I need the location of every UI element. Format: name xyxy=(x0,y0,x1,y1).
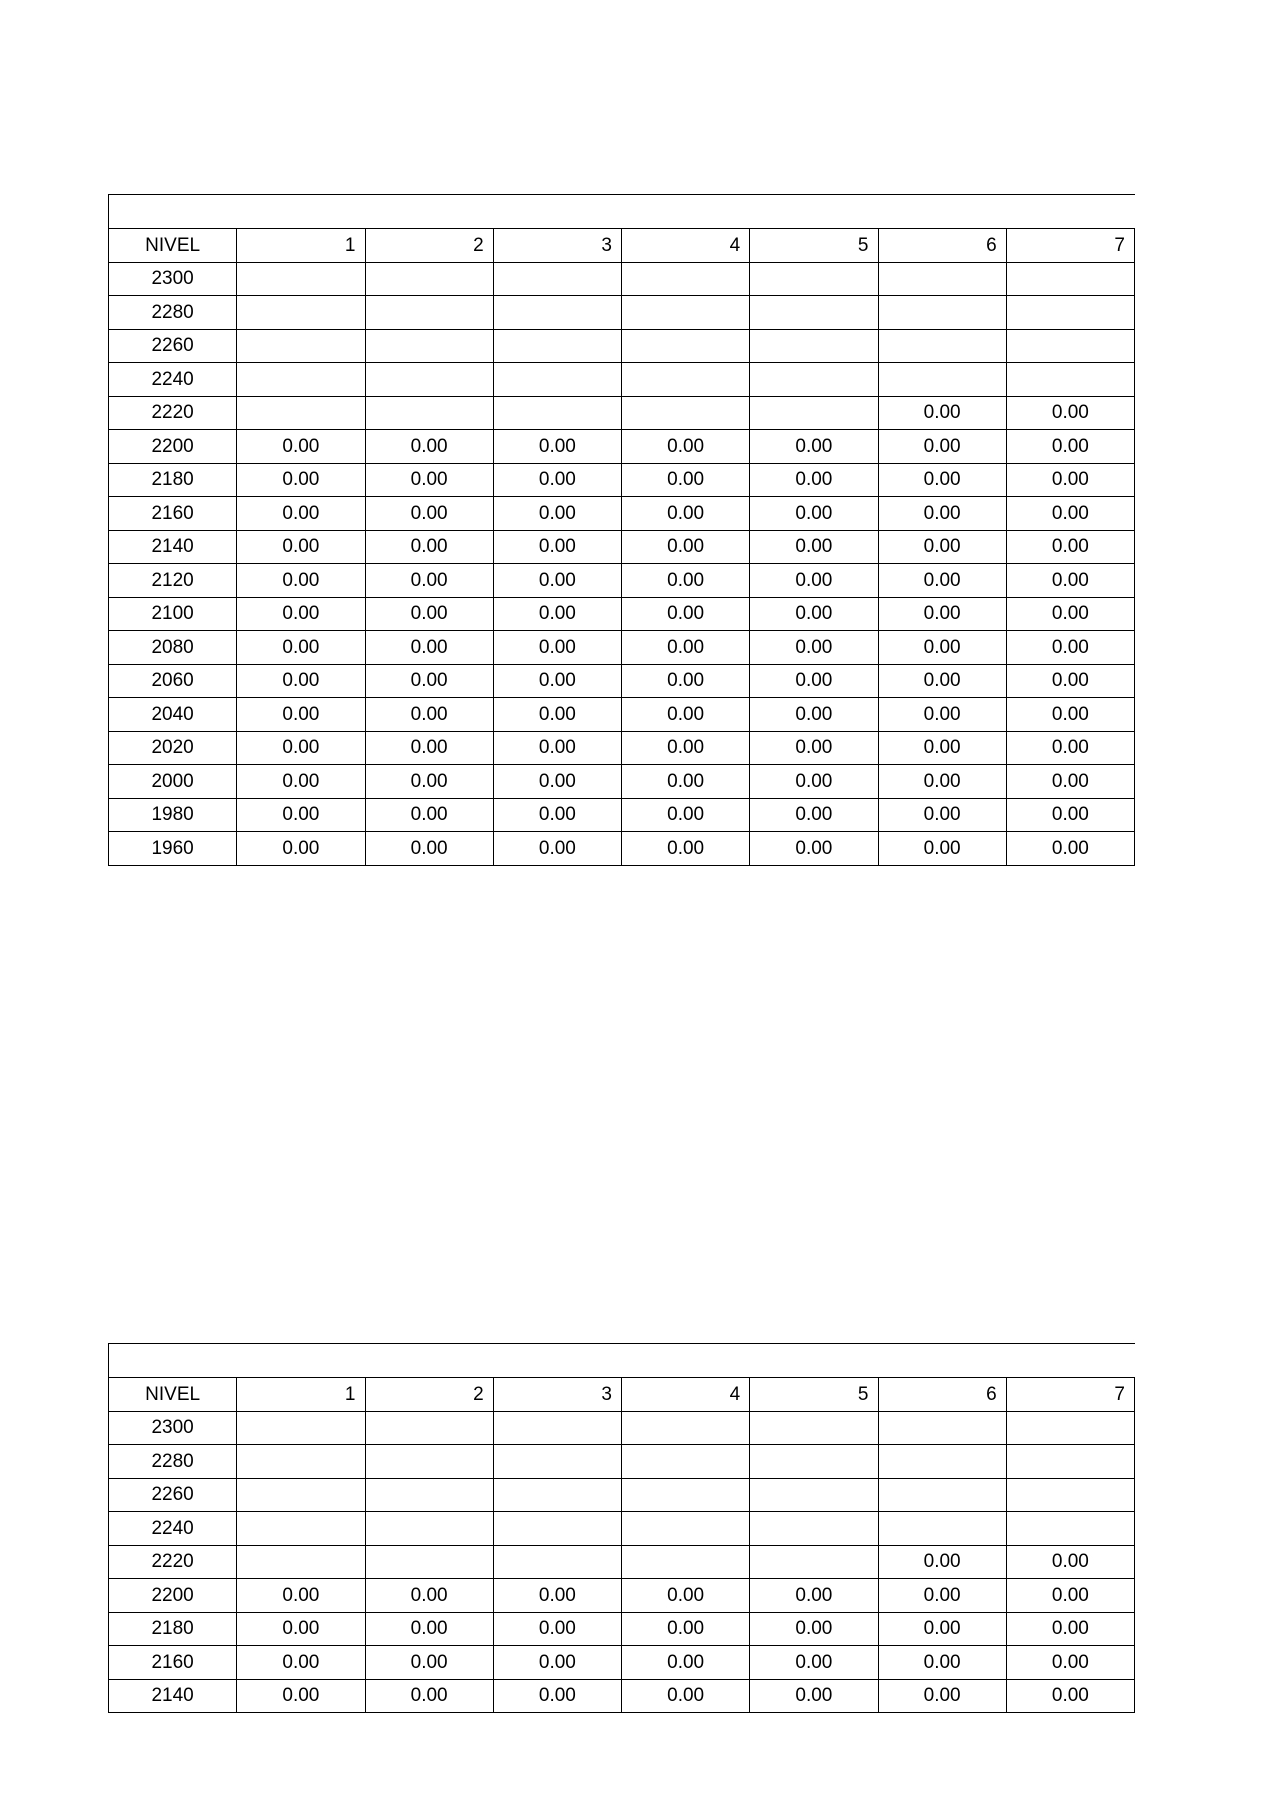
row-value-cell xyxy=(878,1445,1006,1479)
table-1-body xyxy=(109,195,1135,866)
table-row xyxy=(109,296,1135,330)
row-value-cell: 0.00 xyxy=(365,1679,493,1713)
row-value-cell: 0.00 xyxy=(750,463,878,497)
header-col-3: 3 xyxy=(493,229,621,263)
row-value-cell: 0.00 xyxy=(365,530,493,564)
row-level-cell: 2080 xyxy=(109,631,237,665)
row-value-cell xyxy=(237,262,365,296)
row-value-cell xyxy=(1006,1478,1134,1512)
row-value-cell: 0.00 xyxy=(237,1579,365,1613)
row-value-cell xyxy=(750,1478,878,1512)
row-value-cell xyxy=(1006,1512,1134,1546)
row-value-cell: 0.00 xyxy=(750,698,878,732)
table-row xyxy=(109,497,1135,531)
table-row xyxy=(109,564,1135,598)
row-value-cell xyxy=(365,296,493,330)
row-value-cell: 0.00 xyxy=(1006,1612,1134,1646)
row-value-cell xyxy=(493,363,621,397)
header-col-7: 7 xyxy=(1006,1378,1134,1412)
row-value-cell: 0.00 xyxy=(493,832,621,866)
row-value-cell: 0.00 xyxy=(1006,497,1134,531)
level-table-2 xyxy=(108,1343,1135,1713)
table-row xyxy=(109,1579,1135,1613)
row-value-cell: 0.00 xyxy=(750,832,878,866)
row-value-cell xyxy=(237,329,365,363)
row-value-cell: 0.00 xyxy=(1006,1646,1134,1680)
row-value-cell: 0.00 xyxy=(1006,1545,1134,1579)
row-value-cell: 0.00 xyxy=(237,664,365,698)
table-title xyxy=(109,195,1135,229)
header-col-2: 2 xyxy=(365,1378,493,1412)
row-value-cell xyxy=(750,262,878,296)
row-value-cell: 0.00 xyxy=(1006,631,1134,665)
row-value-cell: 0.00 xyxy=(878,1545,1006,1579)
row-value-cell xyxy=(237,1411,365,1445)
row-level-cell: 2000 xyxy=(109,765,237,799)
row-value-cell: 0.00 xyxy=(750,631,878,665)
row-value-cell: 0.00 xyxy=(365,832,493,866)
table-row xyxy=(109,329,1135,363)
header-col-3: 3 xyxy=(493,1378,621,1412)
row-level-cell: 2200 xyxy=(109,430,237,464)
row-value-cell xyxy=(237,363,365,397)
row-value-cell xyxy=(237,1478,365,1512)
table-row xyxy=(109,1545,1135,1579)
row-value-cell: 0.00 xyxy=(1006,564,1134,598)
row-level-cell: 2180 xyxy=(109,463,237,497)
row-value-cell xyxy=(750,396,878,430)
row-value-cell xyxy=(493,296,621,330)
row-level-cell: 2140 xyxy=(109,1679,237,1713)
row-value-cell: 0.00 xyxy=(1006,664,1134,698)
row-value-cell xyxy=(237,296,365,330)
row-value-cell: 0.00 xyxy=(878,1679,1006,1713)
row-value-cell: 0.00 xyxy=(365,1612,493,1646)
table-row xyxy=(109,262,1135,296)
row-value-cell: 0.00 xyxy=(750,731,878,765)
row-value-cell xyxy=(622,1445,750,1479)
row-value-cell: 0.00 xyxy=(493,798,621,832)
row-level-cell: 2180 xyxy=(109,1612,237,1646)
row-value-cell: 0.00 xyxy=(750,1679,878,1713)
row-level-cell: 2120 xyxy=(109,564,237,598)
row-value-cell xyxy=(878,296,1006,330)
header-col-1: 1 xyxy=(237,1378,365,1412)
row-value-cell xyxy=(878,262,1006,296)
row-value-cell xyxy=(622,363,750,397)
table-row xyxy=(109,1411,1135,1445)
row-level-cell: 2300 xyxy=(109,262,237,296)
row-value-cell xyxy=(493,329,621,363)
row-value-cell: 0.00 xyxy=(750,1646,878,1680)
row-value-cell: 0.00 xyxy=(493,430,621,464)
table-row xyxy=(109,832,1135,866)
row-value-cell: 0.00 xyxy=(622,597,750,631)
row-value-cell: 0.00 xyxy=(493,1679,621,1713)
table-row xyxy=(109,463,1135,497)
row-value-cell: 0.00 xyxy=(878,597,1006,631)
row-value-cell: 0.00 xyxy=(878,731,1006,765)
row-value-cell: 0.00 xyxy=(750,765,878,799)
row-value-cell xyxy=(365,262,493,296)
row-value-cell: 0.00 xyxy=(750,497,878,531)
row-value-cell: 0.00 xyxy=(622,1612,750,1646)
table-row xyxy=(109,631,1135,665)
row-value-cell xyxy=(878,363,1006,397)
row-value-cell: 0.00 xyxy=(878,463,1006,497)
row-value-cell xyxy=(750,1512,878,1546)
row-value-cell: 0.00 xyxy=(1006,765,1134,799)
row-value-cell xyxy=(493,1512,621,1546)
row-value-cell xyxy=(365,1411,493,1445)
row-value-cell xyxy=(237,1512,365,1546)
row-value-cell xyxy=(365,1478,493,1512)
row-value-cell: 0.00 xyxy=(622,430,750,464)
row-level-cell: 1960 xyxy=(109,832,237,866)
row-value-cell xyxy=(750,296,878,330)
row-value-cell xyxy=(493,262,621,296)
row-value-cell: 0.00 xyxy=(878,530,1006,564)
row-value-cell xyxy=(622,1545,750,1579)
row-value-cell xyxy=(1006,1445,1134,1479)
row-value-cell xyxy=(493,1478,621,1512)
row-value-cell: 0.00 xyxy=(878,631,1006,665)
row-value-cell: 0.00 xyxy=(622,497,750,531)
row-value-cell: 0.00 xyxy=(237,497,365,531)
row-value-cell xyxy=(365,329,493,363)
row-value-cell: 0.00 xyxy=(1006,396,1134,430)
row-value-cell: 0.00 xyxy=(878,1646,1006,1680)
row-value-cell: 0.00 xyxy=(622,1579,750,1613)
row-value-cell xyxy=(1006,363,1134,397)
table-row xyxy=(109,1679,1135,1713)
row-value-cell xyxy=(622,329,750,363)
row-value-cell xyxy=(365,396,493,430)
level-table-1 xyxy=(108,194,1135,866)
row-value-cell: 0.00 xyxy=(365,798,493,832)
table-title xyxy=(109,1344,1135,1378)
row-value-cell xyxy=(622,1478,750,1512)
header-col-4: 4 xyxy=(622,1378,750,1412)
row-value-cell: 0.00 xyxy=(878,798,1006,832)
row-value-cell: 0.00 xyxy=(365,664,493,698)
row-value-cell: 0.00 xyxy=(622,463,750,497)
row-level-cell: 2280 xyxy=(109,1445,237,1479)
row-value-cell: 0.00 xyxy=(365,1579,493,1613)
table-row xyxy=(109,1646,1135,1680)
row-value-cell: 0.00 xyxy=(493,463,621,497)
row-value-cell: 0.00 xyxy=(878,564,1006,598)
row-value-cell: 0.00 xyxy=(750,798,878,832)
row-value-cell: 0.00 xyxy=(493,597,621,631)
header-col-7: 7 xyxy=(1006,229,1134,263)
row-value-cell: 0.00 xyxy=(237,463,365,497)
row-value-cell: 0.00 xyxy=(622,631,750,665)
row-value-cell xyxy=(237,1445,365,1479)
row-value-cell: 0.00 xyxy=(365,731,493,765)
row-value-cell: 0.00 xyxy=(365,430,493,464)
header-nivel: NIVEL xyxy=(109,1378,237,1412)
row-value-cell: 0.00 xyxy=(1006,698,1134,732)
row-value-cell: 0.00 xyxy=(237,430,365,464)
row-level-cell: 2160 xyxy=(109,497,237,531)
row-level-cell: 2260 xyxy=(109,329,237,363)
row-value-cell: 0.00 xyxy=(493,1579,621,1613)
row-value-cell: 0.00 xyxy=(622,698,750,732)
row-value-cell: 0.00 xyxy=(750,1612,878,1646)
table-row xyxy=(109,1478,1135,1512)
row-value-cell: 0.00 xyxy=(237,564,365,598)
row-value-cell: 0.00 xyxy=(1006,597,1134,631)
row-level-cell: 2300 xyxy=(109,1411,237,1445)
header-col-6: 6 xyxy=(878,1378,1006,1412)
row-value-cell: 0.00 xyxy=(622,765,750,799)
row-value-cell: 0.00 xyxy=(1006,731,1134,765)
row-level-cell: 2020 xyxy=(109,731,237,765)
row-value-cell: 0.00 xyxy=(1006,798,1134,832)
table-row xyxy=(109,597,1135,631)
row-value-cell: 0.00 xyxy=(365,463,493,497)
row-level-cell: 2280 xyxy=(109,296,237,330)
row-value-cell: 0.00 xyxy=(750,430,878,464)
row-value-cell: 0.00 xyxy=(622,798,750,832)
row-value-cell: 0.00 xyxy=(622,1646,750,1680)
row-level-cell: 2200 xyxy=(109,1579,237,1613)
row-value-cell: 0.00 xyxy=(1006,430,1134,464)
row-value-cell xyxy=(622,396,750,430)
row-value-cell: 0.00 xyxy=(622,564,750,598)
row-value-cell xyxy=(750,1545,878,1579)
table-header-row xyxy=(109,1378,1135,1412)
row-level-cell: 2040 xyxy=(109,698,237,732)
row-value-cell: 0.00 xyxy=(237,765,365,799)
table-title-row xyxy=(109,1344,1135,1378)
table-row xyxy=(109,765,1135,799)
row-value-cell: 0.00 xyxy=(878,1612,1006,1646)
row-value-cell: 0.00 xyxy=(493,731,621,765)
row-value-cell: 0.00 xyxy=(878,1579,1006,1613)
row-level-cell: 2140 xyxy=(109,530,237,564)
row-value-cell: 0.00 xyxy=(237,731,365,765)
row-value-cell: 0.00 xyxy=(878,497,1006,531)
table-row xyxy=(109,430,1135,464)
row-level-cell: 2220 xyxy=(109,396,237,430)
row-value-cell: 0.00 xyxy=(237,698,365,732)
row-value-cell xyxy=(750,363,878,397)
row-value-cell: 0.00 xyxy=(493,631,621,665)
row-level-cell: 2220 xyxy=(109,1545,237,1579)
row-value-cell: 0.00 xyxy=(878,430,1006,464)
row-level-cell: 2100 xyxy=(109,597,237,631)
row-value-cell: 0.00 xyxy=(237,530,365,564)
row-value-cell xyxy=(1006,262,1134,296)
row-value-cell: 0.00 xyxy=(493,1646,621,1680)
table-row xyxy=(109,1612,1135,1646)
row-value-cell: 0.00 xyxy=(365,765,493,799)
row-value-cell: 0.00 xyxy=(365,597,493,631)
row-value-cell xyxy=(365,363,493,397)
table-row xyxy=(109,698,1135,732)
table-row xyxy=(109,798,1135,832)
row-value-cell: 0.00 xyxy=(878,698,1006,732)
header-col-5: 5 xyxy=(750,1378,878,1412)
table-header-row xyxy=(109,229,1135,263)
row-level-cell: 2060 xyxy=(109,664,237,698)
row-value-cell xyxy=(622,262,750,296)
row-value-cell: 0.00 xyxy=(622,832,750,866)
row-value-cell xyxy=(750,1411,878,1445)
row-value-cell: 0.00 xyxy=(237,798,365,832)
row-value-cell xyxy=(1006,296,1134,330)
row-value-cell xyxy=(365,1512,493,1546)
row-value-cell: 0.00 xyxy=(750,530,878,564)
table-row xyxy=(109,530,1135,564)
row-value-cell xyxy=(622,1411,750,1445)
row-level-cell: 1980 xyxy=(109,798,237,832)
row-value-cell: 0.00 xyxy=(237,1679,365,1713)
row-level-cell: 2260 xyxy=(109,1478,237,1512)
row-value-cell xyxy=(622,1512,750,1546)
row-value-cell: 0.00 xyxy=(493,765,621,799)
row-value-cell: 0.00 xyxy=(1006,463,1134,497)
row-value-cell: 0.00 xyxy=(622,731,750,765)
row-value-cell: 0.00 xyxy=(1006,832,1134,866)
row-value-cell xyxy=(493,1411,621,1445)
header-col-2: 2 xyxy=(365,229,493,263)
row-value-cell xyxy=(1006,1411,1134,1445)
row-value-cell: 0.00 xyxy=(493,664,621,698)
row-value-cell xyxy=(237,396,365,430)
row-value-cell xyxy=(493,1545,621,1579)
table-row xyxy=(109,731,1135,765)
row-value-cell: 0.00 xyxy=(622,1679,750,1713)
row-value-cell: 0.00 xyxy=(493,497,621,531)
table-row xyxy=(109,664,1135,698)
row-value-cell xyxy=(622,296,750,330)
row-value-cell xyxy=(493,1445,621,1479)
table-row xyxy=(109,396,1135,430)
header-col-4: 4 xyxy=(622,229,750,263)
table-row xyxy=(109,1512,1135,1546)
row-value-cell: 0.00 xyxy=(237,631,365,665)
row-value-cell: 0.00 xyxy=(365,631,493,665)
row-value-cell xyxy=(878,329,1006,363)
row-value-cell: 0.00 xyxy=(1006,530,1134,564)
row-value-cell: 0.00 xyxy=(750,664,878,698)
row-value-cell: 0.00 xyxy=(750,1579,878,1613)
row-value-cell xyxy=(750,329,878,363)
row-value-cell: 0.00 xyxy=(878,832,1006,866)
header-nivel: NIVEL xyxy=(109,229,237,263)
row-value-cell xyxy=(365,1445,493,1479)
row-value-cell: 0.00 xyxy=(622,530,750,564)
row-value-cell: 0.00 xyxy=(493,1612,621,1646)
row-value-cell xyxy=(493,396,621,430)
row-value-cell: 0.00 xyxy=(237,1646,365,1680)
header-col-5: 5 xyxy=(750,229,878,263)
row-value-cell xyxy=(750,1445,878,1479)
row-level-cell: 2160 xyxy=(109,1646,237,1680)
header-col-1: 1 xyxy=(237,229,365,263)
row-value-cell: 0.00 xyxy=(622,664,750,698)
row-value-cell: 0.00 xyxy=(1006,1679,1134,1713)
row-value-cell xyxy=(1006,329,1134,363)
table-2-body xyxy=(109,1344,1135,1713)
row-value-cell xyxy=(878,1411,1006,1445)
table-row xyxy=(109,363,1135,397)
row-value-cell: 0.00 xyxy=(750,597,878,631)
row-value-cell xyxy=(878,1512,1006,1546)
row-value-cell: 0.00 xyxy=(493,564,621,598)
row-value-cell: 0.00 xyxy=(365,698,493,732)
row-value-cell: 0.00 xyxy=(493,530,621,564)
row-level-cell: 2240 xyxy=(109,363,237,397)
row-value-cell: 0.00 xyxy=(237,1612,365,1646)
row-value-cell: 0.00 xyxy=(237,832,365,866)
row-value-cell: 0.00 xyxy=(878,396,1006,430)
row-value-cell: 0.00 xyxy=(365,564,493,598)
table-row xyxy=(109,1445,1135,1479)
row-value-cell: 0.00 xyxy=(878,664,1006,698)
row-level-cell: 2240 xyxy=(109,1512,237,1546)
row-value-cell: 0.00 xyxy=(1006,1579,1134,1613)
row-value-cell xyxy=(237,1545,365,1579)
row-value-cell: 0.00 xyxy=(878,765,1006,799)
header-col-6: 6 xyxy=(878,229,1006,263)
row-value-cell xyxy=(878,1478,1006,1512)
row-value-cell xyxy=(365,1545,493,1579)
row-value-cell: 0.00 xyxy=(365,497,493,531)
row-value-cell: 0.00 xyxy=(365,1646,493,1680)
row-value-cell: 0.00 xyxy=(493,698,621,732)
table-title-row xyxy=(109,195,1135,229)
row-value-cell: 0.00 xyxy=(750,564,878,598)
row-value-cell: 0.00 xyxy=(237,597,365,631)
